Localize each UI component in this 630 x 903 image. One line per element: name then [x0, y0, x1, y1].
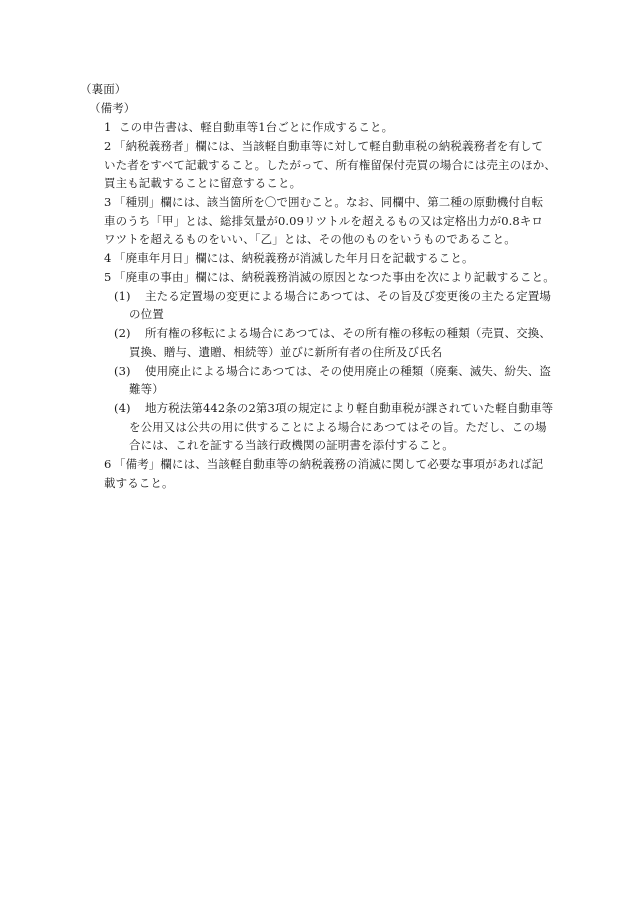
- subitem-text-line: 合には、これを証する当該行政機関の証明書を添付すること。: [129, 438, 454, 452]
- subitem-text-line: 使用廃止による場合にあつては、その使用廃止の種類（廃棄、滅失、紛失、盗: [145, 364, 551, 378]
- item-text-line: いた者をすべて記載すること。したがって、所有権留保付売買の場合には売主のほか、: [104, 158, 556, 172]
- subitem-text-line: 地方税法第442条の2第3項の規定により軽自動車税が課されていた軽自動車等: [145, 401, 554, 415]
- subitem-text-line: を公用又は公共の用に供することによる場合にあつてはその旨。ただし、この場: [129, 420, 547, 434]
- item-text-line: 「納税義務者」欄には、当該軽自動車等に対して軽自動車税の納税義務者を有して: [114, 139, 544, 153]
- item-text-line: ワツトを超えるものをいい、「乙」とは、その他のものをいうものであること。: [104, 232, 516, 246]
- item-text-line: 「廃車年月日」欄には、納税義務が消滅した年月日を記載すること。: [114, 251, 474, 265]
- subitem-text-line: 買換、贈与、遺贈、相続等）並びに新所有者の住所及び氏名: [129, 345, 443, 359]
- subitem-number: (1): [114, 289, 131, 303]
- item-number: 6: [104, 457, 112, 471]
- subitem-text-line: の位置: [129, 307, 164, 321]
- subitem-number: (4): [114, 401, 131, 415]
- subitem-number: (2): [114, 326, 131, 340]
- item-number: 2: [104, 139, 112, 153]
- side-label: （裏面）: [80, 82, 127, 96]
- remarks-heading: （備考）: [89, 101, 136, 115]
- subitem-text-line: 所有権の移転による場合にあつては、その所有権の移転の種類（売買、交換、: [145, 326, 551, 340]
- subitem-number: (3): [114, 364, 131, 378]
- item-text-line: 「備考」欄には、当該軽自動車等の納税義務の消滅に関して必要な事項があれば記: [114, 457, 544, 471]
- item-number: 3: [104, 195, 112, 209]
- item-number: 4: [104, 251, 112, 265]
- item-text-line: 車のうち「甲」とは、総排気量が0.09リツトルを超えるもの又は定格出力が0.8キロ: [104, 214, 543, 228]
- item-text-line: この申告書は、軽自動車等1台ごとに作成すること。: [119, 120, 394, 134]
- item-text-line: 「種別」欄には、該当箇所を〇で囲むこと。なお、同欄中、第二種の原動機付自転: [114, 195, 544, 209]
- item-number: 5: [104, 270, 112, 284]
- item-text-line: 載すること。: [104, 476, 174, 490]
- item-number: 1: [104, 120, 112, 134]
- subitem-text-line: 難等）: [129, 382, 164, 396]
- subitem-text-line: 主たる定置場の変更による場合にあつては、その旨及び変更後の主たる定置場: [145, 289, 551, 303]
- item-text-line: 買主も記載することに留意すること。: [104, 176, 302, 190]
- item-text-line: 「廃車の事由」欄には、納税義務消滅の原因となつた事由を次により記載すること。: [114, 270, 555, 284]
